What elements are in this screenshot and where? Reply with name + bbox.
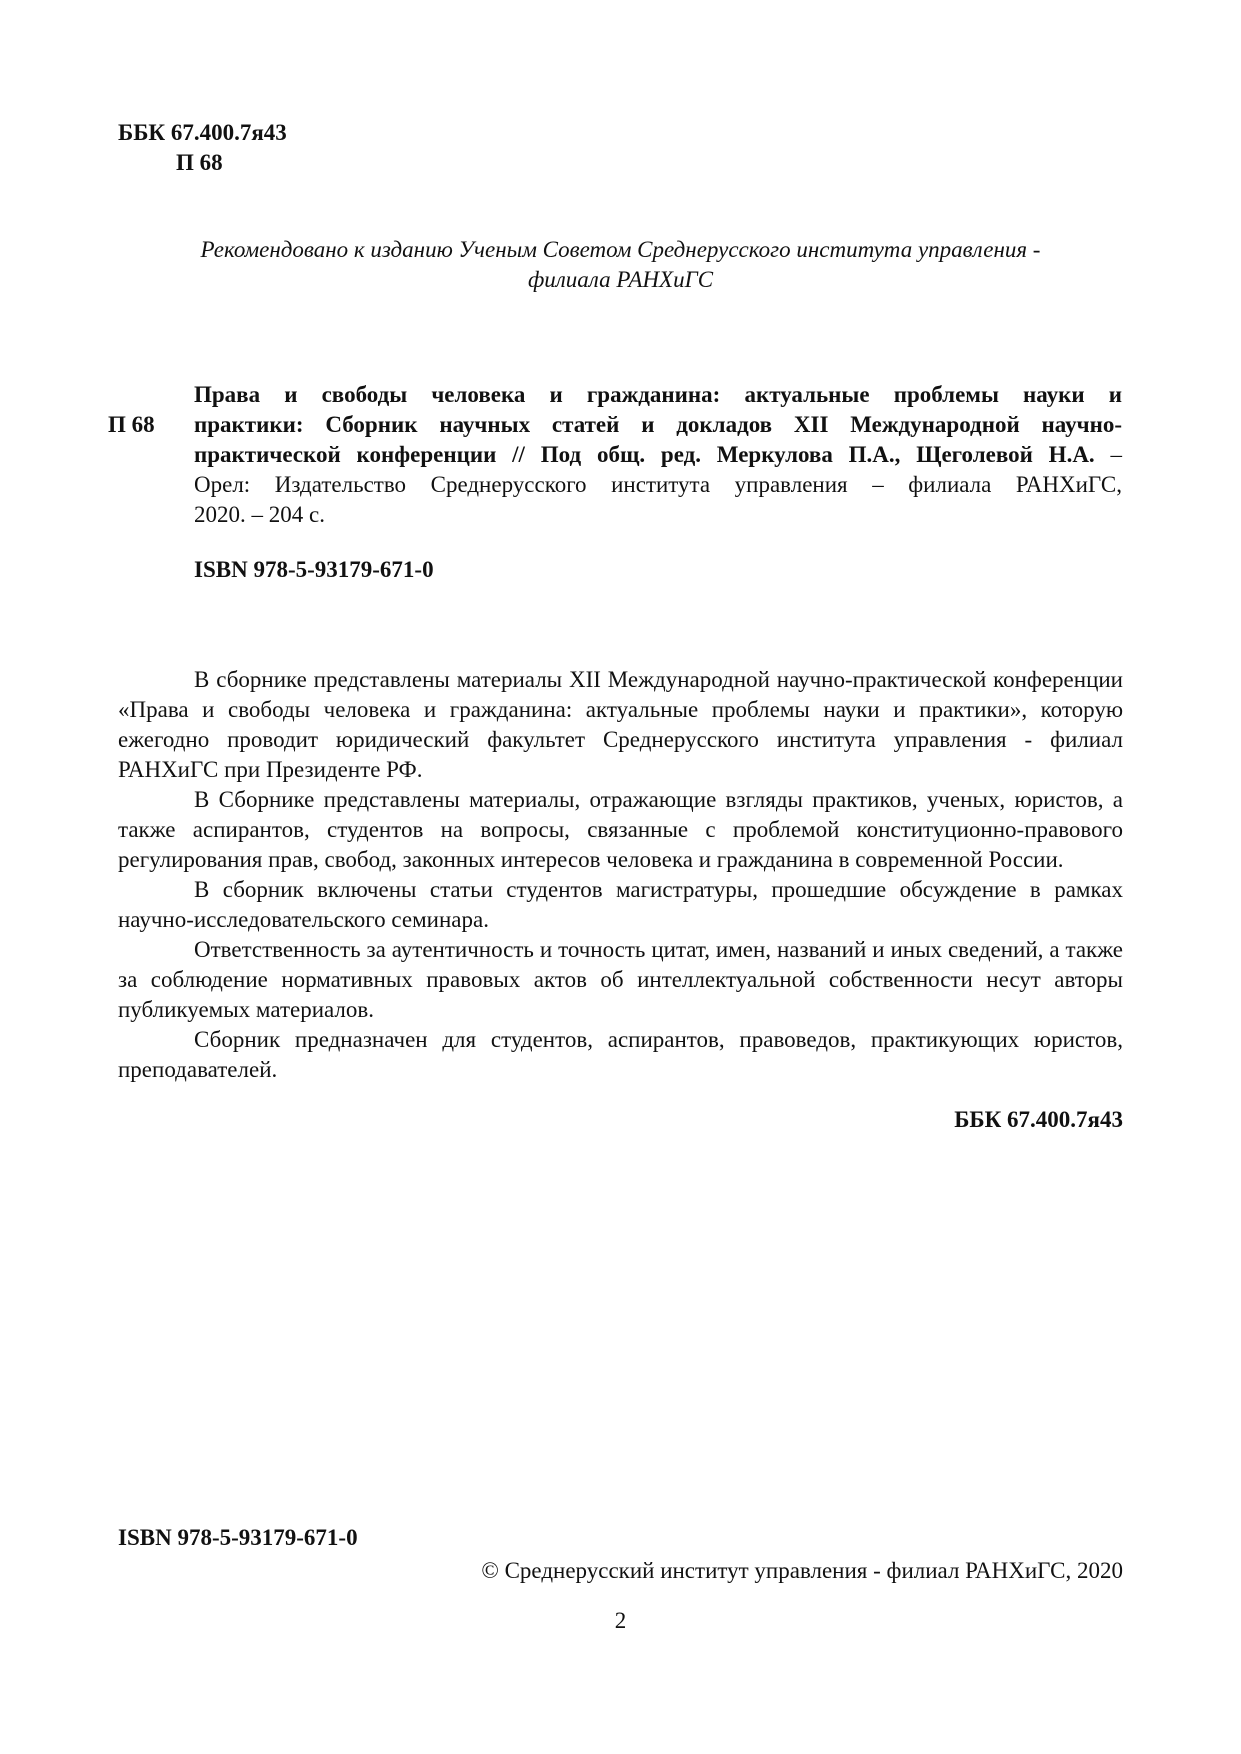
imprint-line-2: 2020. – 204 с. xyxy=(194,502,325,527)
copyright: © Среднерусский институт управления - филиал РАНХиГС, 2020 xyxy=(481,1558,1123,1583)
annotation-paragraph-2: В Сборнике представлены материалы, отражающие взгляды практиков, ученых, юристов, а также аспирантов, студентов на вопросы, связанные с проблемой конституционно-правового регулирования прав, свобод, законных интересов человека и гражданина в современной России. xyxy=(118,787,1123,872)
bibliographic-description xyxy=(194,380,1122,530)
imprint-line-1: Орел: Издательство Среднерусского института управления – филиала РАНХиГС, xyxy=(194,472,1122,497)
title-line-2: практики: Сборник научных статей и докладов XII Международной научно- xyxy=(194,412,1122,437)
recommendation-line-2: филиала РАНХиГС xyxy=(527,267,714,292)
title-line-1: Права и свободы человека и гражданина: актуальные проблемы науки и xyxy=(194,382,1122,407)
isbn-footer: ISBN 978-5-93179-671-0 xyxy=(118,1525,358,1550)
recommendation-line-1: Рекомендовано к изданию Ученым Советом Среднерусского института управления - xyxy=(200,237,1041,262)
publication-recommendation xyxy=(118,235,1123,295)
annotation-paragraph-4: Ответственность за аутентичность и точность цитат, имен, названий и иных сведений, а также за соблюдение нормативных правовых актов об интеллектуальной собственности несут авторы публикуемых материалов. xyxy=(118,937,1123,1022)
annotation-paragraph-1: В сборнике представлены материалы XII Международной научно-практической конференции «Права и свободы человека и гражданина: актуальные проблемы науки и практики», которую ежегодно проводит юридический факультет Среднерусского института управления - филиал РАНХиГС при Президенте РФ. xyxy=(118,667,1123,782)
title-line-3-wrapper xyxy=(194,440,1122,470)
annotation xyxy=(118,665,1123,1085)
author-mark: П 68 xyxy=(176,150,223,175)
isbn-bibliographic: ISBN 978-5-93179-671-0 xyxy=(194,557,434,582)
title-line-3: практической конференции // Под общ. ред. Меркулова П.А., Щеголевой Н.А. xyxy=(194,442,1095,467)
annotation-paragraph-3: В сборник включены статьи студентов магистратуры, прошедшие обсуждение в рамках научно-исследовательского семинара. xyxy=(118,877,1123,932)
title-dash: – xyxy=(1094,442,1122,467)
bbk-code-bottom: ББК 67.400.7я43 xyxy=(954,1107,1123,1132)
bibliographic-author-mark: П 68 xyxy=(108,412,155,437)
bbk-code: ББК 67.400.7я43 xyxy=(118,120,287,145)
page-number: 2 xyxy=(614,1608,627,1633)
annotation-paragraph-5: Сборник предназначен для студентов, аспирантов, правоведов, практикующих юристов, преподавателей. xyxy=(118,1027,1123,1082)
